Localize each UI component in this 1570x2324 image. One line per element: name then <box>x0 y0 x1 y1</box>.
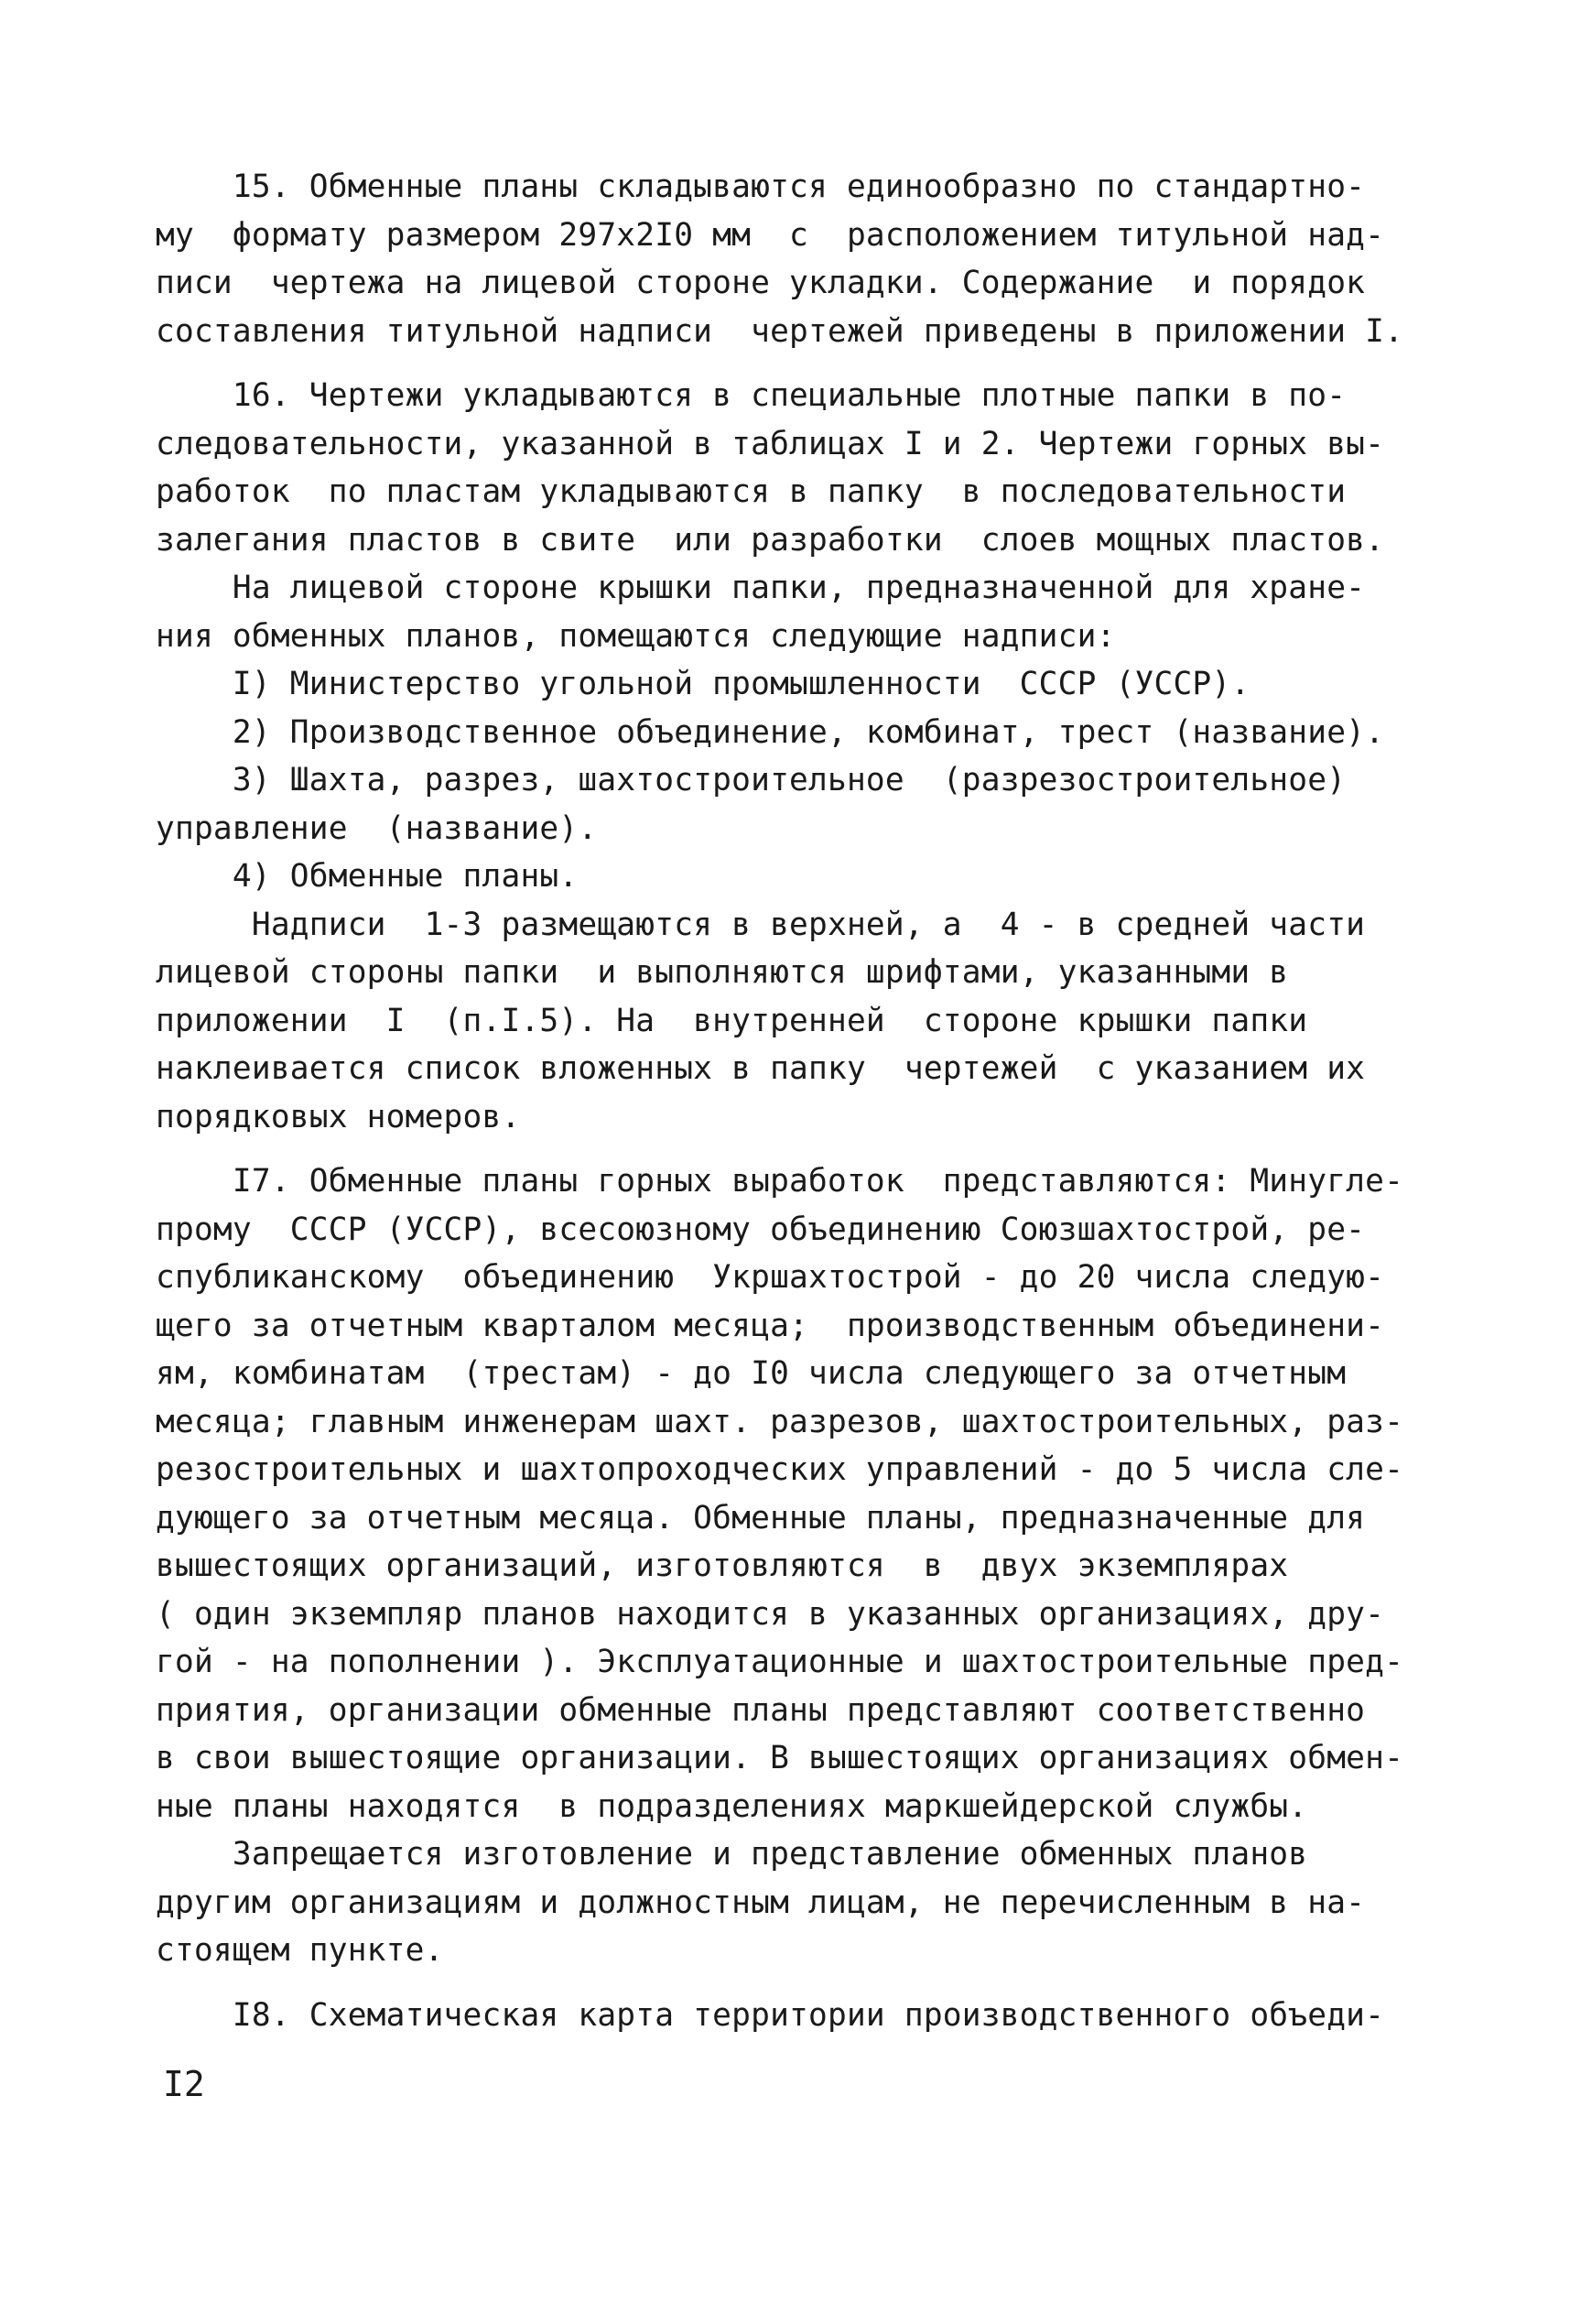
list-item-line: I) Министерство угольной промышленности СССР (УССР). <box>156 666 1251 702</box>
text-line: 15. Обменные планы складываются единообразно по стандартно- <box>156 168 1366 205</box>
text-line: I7. Обменные планы горных выработок представляются: Минугле- <box>156 1163 1404 1200</box>
text-line: ные планы находятся в подразделениях маркшейдерской службы. <box>156 1787 1308 1825</box>
text-line: На лицевой стороне крышки папки, предназначенной для хране- <box>156 570 1366 606</box>
text-line: в свои вышестоящие организации. В вышестоящих организациях обмен- <box>156 1740 1404 1776</box>
list-item-line: 3) Шахта, разрез, шахтостроительное (разрезостроительное) <box>156 762 1347 798</box>
text-line: составления титульной надписи чертежей приведены в приложении I. <box>156 312 1404 350</box>
text-line: резостроительных и шахтопроходческих управлений - до 5 числа сле- <box>156 1451 1404 1488</box>
text-line: Запрещается изготовление и представление обменных планов <box>156 1836 1308 1873</box>
text-line: ния обменных планов, помещаются следующие надписи: <box>156 617 1116 655</box>
paragraph-17 <box>156 1157 1456 1975</box>
text-line: работок по пластам укладываются в папку в последовательности <box>156 473 1347 510</box>
text-line: приятия, организации обменные планы представляют соответственно <box>156 1691 1366 1729</box>
text-line: 16. Чертежи укладываются в специальные плотные папки в по- <box>156 377 1347 414</box>
text-line: ям, комбинатам (трестам) - до I0 числа следующего за отчетным <box>156 1355 1347 1392</box>
text-line: порядковых номеров. <box>156 1098 521 1135</box>
list-item-line: 4) Обменные планы. <box>156 858 579 895</box>
text-line: следовательности, указанной в таблицах I и 2. Чертежи горных вы- <box>156 425 1385 462</box>
text-line: другим организациям и должностным лицам, не перечисленным в на- <box>156 1884 1366 1921</box>
text-line: управление (название). <box>156 809 598 847</box>
text-line: стоящем пункте. <box>156 1932 444 1969</box>
text-line: месяца; главным инженерам шахт. разрезов, шахтостроительных, раз- <box>156 1403 1404 1440</box>
page-number: I2 <box>163 2064 205 2104</box>
text-line: прому СССР (УССР), всесоюзному объединению Союзшахтострой, ре- <box>156 1211 1366 1248</box>
text-line: залегания пластов в свите или разработки слоев мощных пластов. <box>156 521 1385 559</box>
text-line: му формату размером 297х2I0 мм с расположением титульной над- <box>156 216 1385 254</box>
text-line: I8. Схематическая карта территории производственного объеди- <box>156 1996 1385 2034</box>
text-line: приложении I (п.I.5). На внутренней стороне крышки папки <box>156 1002 1308 1039</box>
text-line: вышестоящих организаций, изготовляются в двух экземплярах <box>156 1548 1289 1584</box>
paragraph-16 <box>156 372 1456 1141</box>
text-line: щего за отчетным кварталом месяца; производственным объединени- <box>156 1307 1385 1344</box>
text-line: Надписи 1-3 размещаются в верхней, а 4 - в средней части <box>156 906 1366 943</box>
list-item-line: 2) Производственное объединение, комбинат, трест (название). <box>156 713 1385 751</box>
text-line: лицевой стороны папки и выполняются шрифтами, указанными в <box>156 954 1289 991</box>
text-line: спубликанскому объединению Укршахтострой - до 20 числа следую- <box>156 1259 1385 1296</box>
text-line: гой - на пополнении ). Эксплуатационные и шахтостроительные пред- <box>156 1644 1404 1680</box>
document-page <box>156 163 1456 2039</box>
paragraph-15 <box>156 163 1456 355</box>
text-line: наклеивается список вложенных в папку чертежей с указанием их <box>156 1050 1366 1087</box>
paragraph-18 <box>156 1992 1456 2040</box>
text-line: писи чертежа на лицевой стороне укладки. Содержание и порядок <box>156 265 1366 301</box>
text-line: ( один экземпляр планов находится в указанных организациях, дру- <box>156 1595 1385 1633</box>
text-line: дующего за отчетным месяца. Обменные планы, предназначенные для <box>156 1499 1366 1537</box>
